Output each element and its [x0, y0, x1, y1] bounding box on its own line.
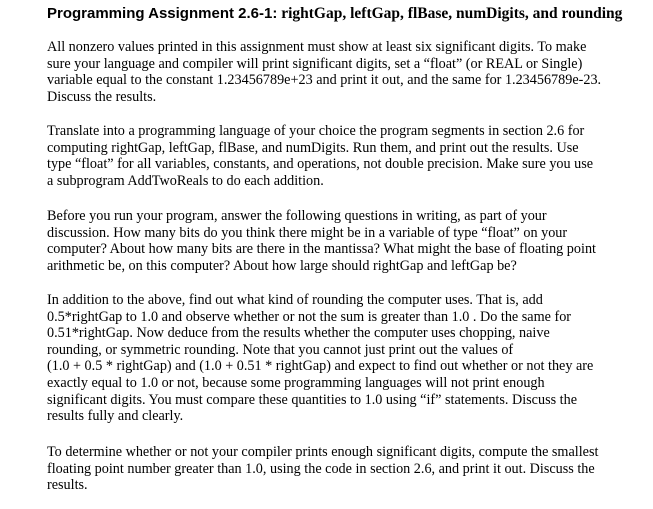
assignment-title-topics: rightGap, leftGap, flBase, numDigits, and rounding [277, 5, 623, 22]
paragraph-line: 0.5*rightGap to 1.0 and observe whether or not the sum is greater than 1.0 . Do the same for [47, 308, 572, 325]
paragraph-line: a subprogram AddTwoReals to do each addition. [47, 172, 324, 189]
paragraph-line: arithmetic be, on this computer? About how large should rightGap and leftGap be? [47, 257, 517, 274]
paragraph-line: (1.0 + 0.5 * rightGap) and (1.0 + 0.51 * rightGap) and expect to find out whether or not they are [47, 358, 594, 375]
assignment-title-number: Programming Assignment 2.6-1: [47, 5, 278, 22]
paragraph-line: computing rightGap, leftGap, flBase, and numDigits. Run them, and print out the results. Use [47, 139, 579, 156]
paragraph-questions [47, 208, 637, 274]
paragraph-line: computer? About how many bits are there in the mantissa? What might the base of floating point [47, 241, 596, 258]
paragraph-line: In addition to the above, find out what kind of rounding the computer uses. That is, add [47, 292, 543, 308]
paragraph-significant-digits [47, 39, 637, 105]
paragraph-line: All nonzero values printed in this assignment must show at least six significant digits. To make [47, 39, 587, 55]
paragraph-smallest-float [47, 444, 637, 494]
paragraph-translate-program [47, 123, 637, 189]
paragraph-line: sure your language and compiler will print significant digits, set a “float” (or REAL or Single) [47, 55, 583, 72]
paragraph-line: results fully and clearly. [47, 408, 184, 425]
paragraph-line: significant digits. You must compare these quantities to 1.0 using “if” statements. Discuss the [47, 391, 577, 408]
paragraph-line: To determine whether or not your compiler prints enough significant digits, compute the smallest [47, 444, 599, 460]
paragraph-line: discussion. How many bits do you think there might be in a variable of type “float” on your [47, 224, 568, 241]
assignment-title [47, 4, 622, 24]
paragraph-line: results. [47, 477, 88, 494]
paragraph-line: Before you run your program, answer the following questions in writing, as part of your [47, 208, 547, 224]
paragraph-line: type “float” for all variables, constants, and operations, not double precision. Make sure you use [47, 156, 594, 173]
paragraph-line: floating point number greater than 1.0, using the code in section 2.6, and print it out. Discuss the [47, 460, 595, 477]
paragraph-rounding [47, 292, 637, 425]
paragraph-line: rounding, or symmetric rounding. Note that you cannot just print out the values of [47, 341, 514, 358]
paragraph-line: Discuss the results. [47, 88, 157, 105]
paragraph-line: variable equal to the constant 1.23456789e+23 and print it out, and the same for 1.23456789e-23. [47, 72, 602, 89]
paragraph-line: 0.51*rightGap. Now deduce from the results whether the computer uses chopping, naive [47, 325, 550, 342]
paragraph-line: exactly equal to 1.0 or not, because some programming languages will not print enough [47, 374, 545, 391]
paragraph-line: Translate into a programming language of your choice the program segments in section 2.6 for [47, 123, 585, 139]
